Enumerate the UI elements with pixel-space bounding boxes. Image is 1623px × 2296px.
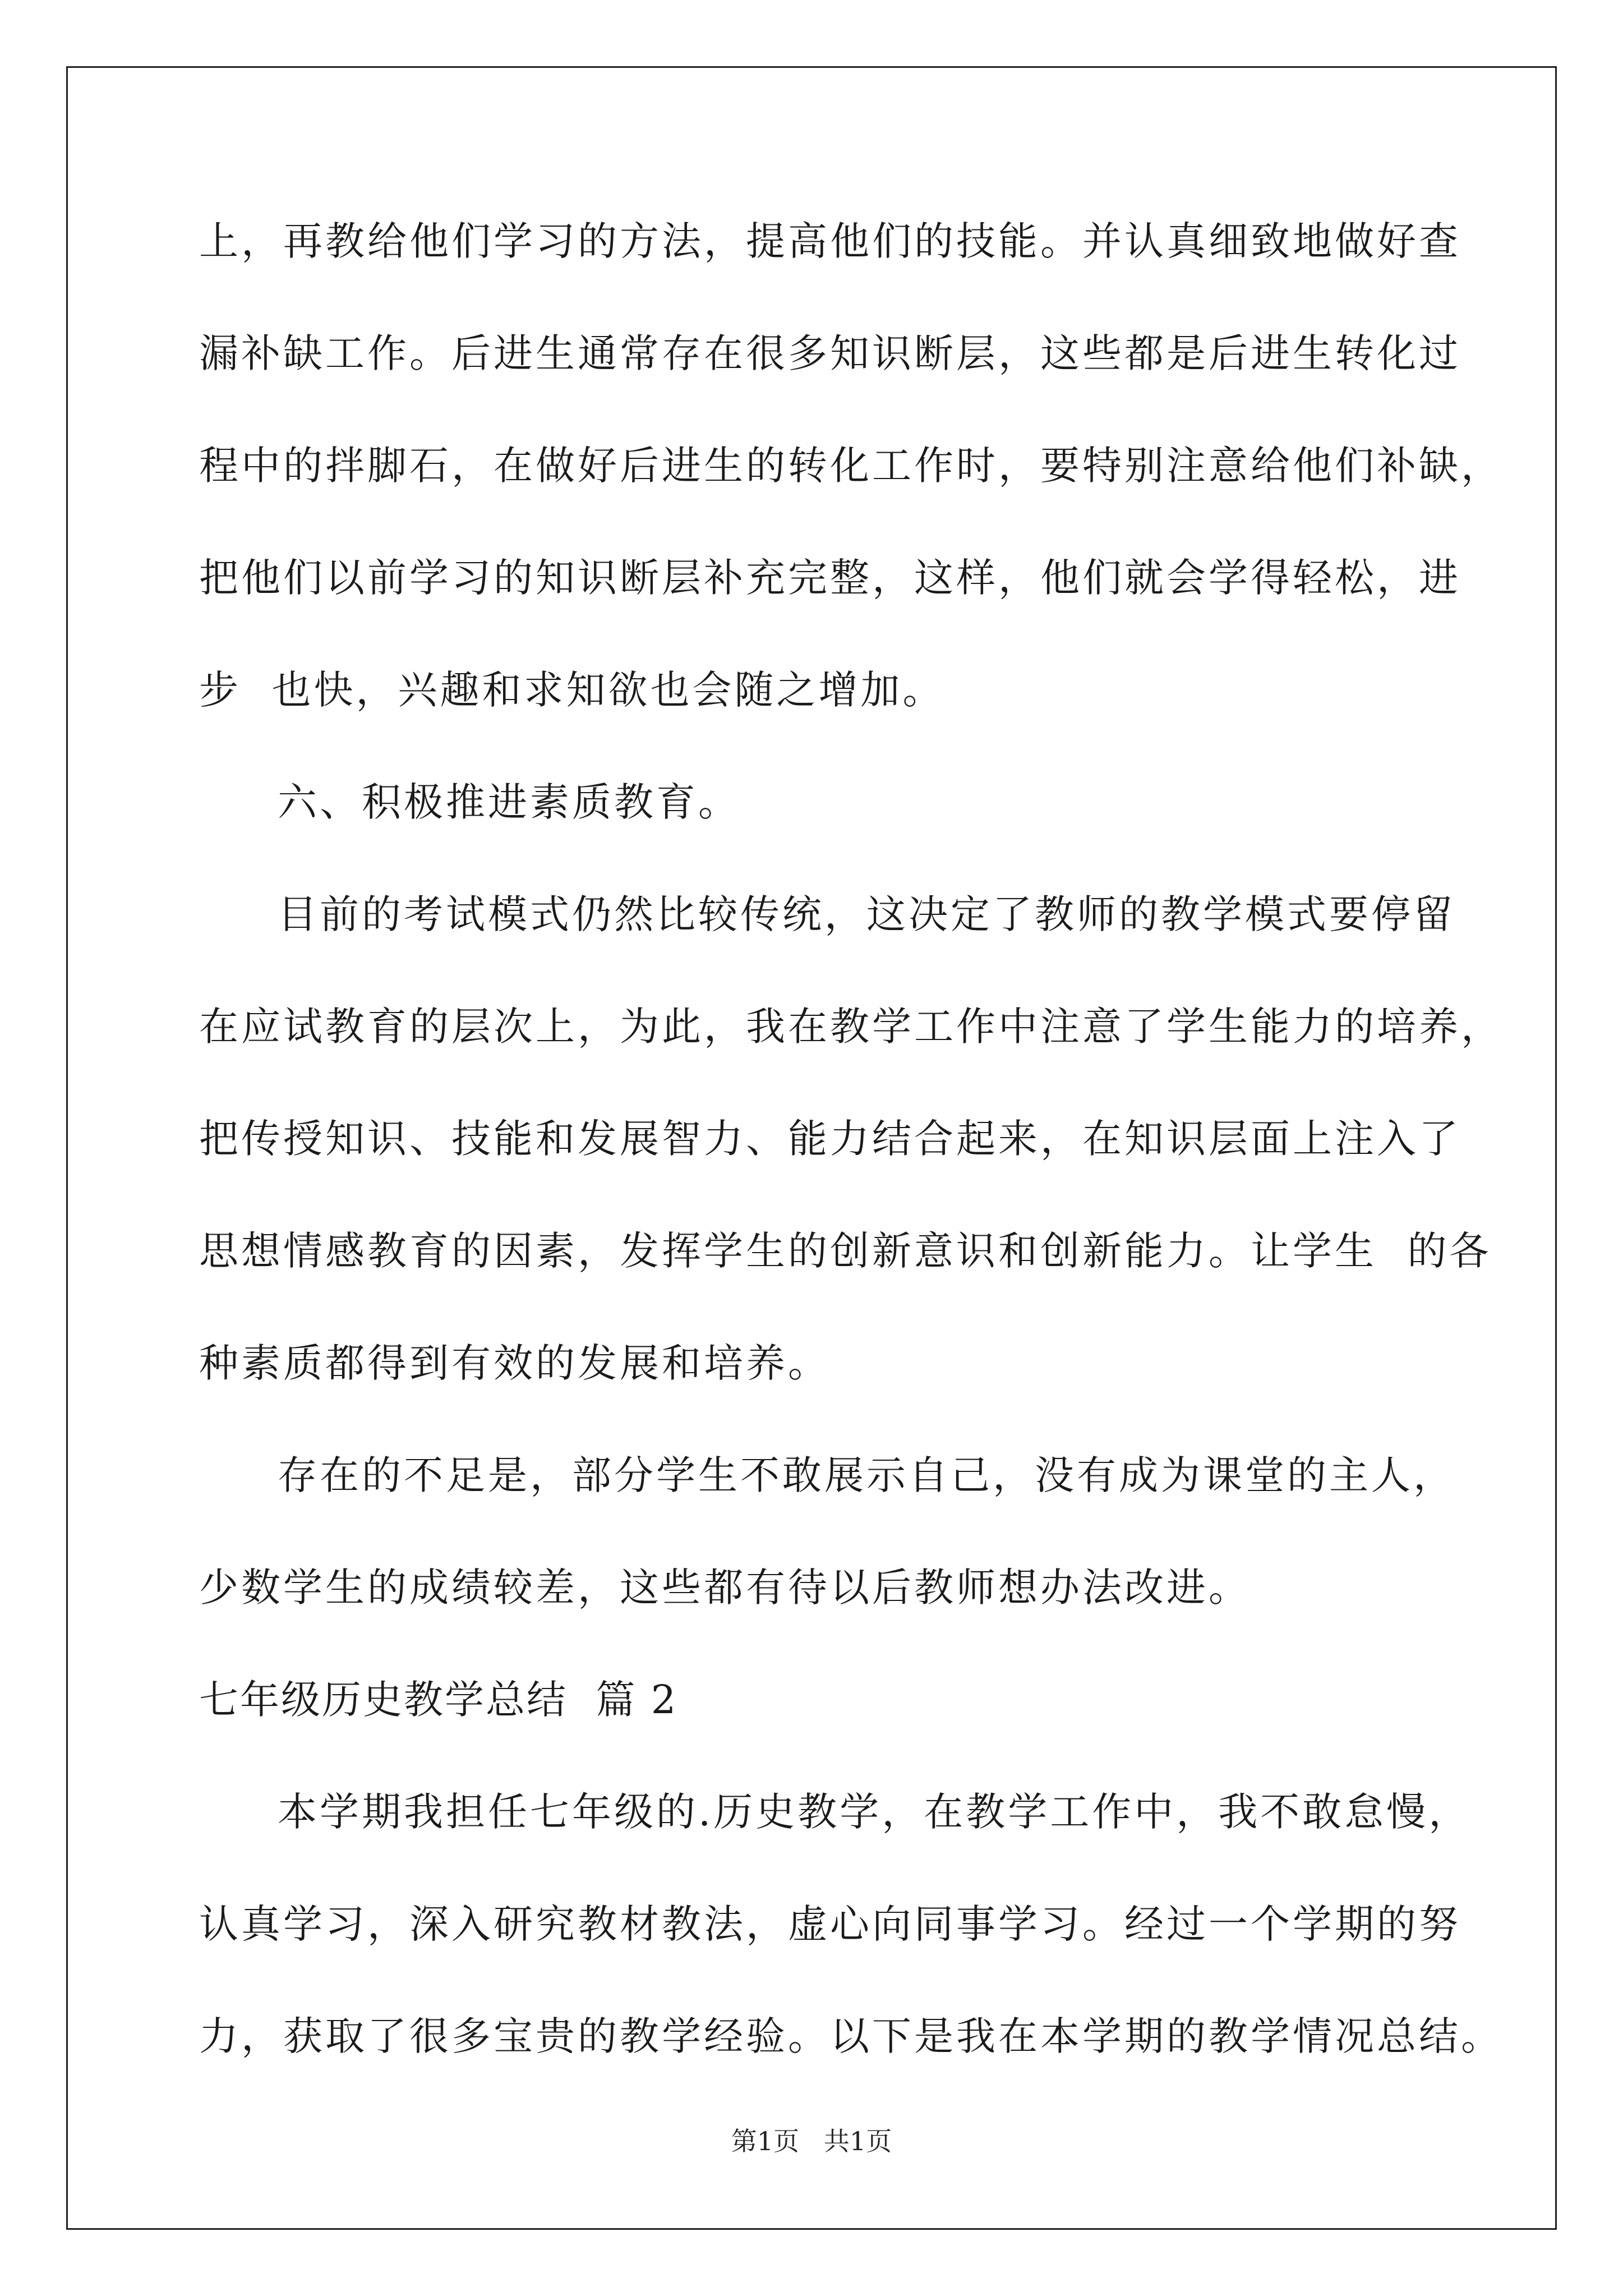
paragraph-line: 本学期我担任七年级的.历史教学，在教学工作中，我不敢怠慢，	[278, 1789, 1471, 1835]
paragraph-line: 步 也快，兴趣和求知欲也会随之增加。	[199, 667, 945, 713]
paragraph-line: 漏补缺工作。后进生通常存在很多知识断层，这些都是后进生转化过	[199, 330, 1461, 376]
paragraph-line: 把传授知识、技能和发展智力、能力结合起来，在知识层面上注入了	[199, 1116, 1461, 1162]
paragraph-line: 程中的拌脚石，在做好后进生的转化工作时，要特别注意给他们补缺，	[199, 443, 1503, 489]
section-heading: 六、积极推进素质教育。	[278, 779, 740, 825]
page-number-footer: 第1页 共1页	[731, 2126, 892, 2156]
paragraph-line: 少数学生的成绩较差，这些都有待以后教师想办法改进。	[199, 1565, 1251, 1611]
paragraph-line: 目前的考试模式仍然比较传统，这决定了教师的教学模式要停留	[278, 891, 1455, 937]
paragraph-line: 种素质都得到有效的发展和培养。	[199, 1340, 830, 1386]
paragraph-line: 把他们以前学习的知识断层补充完整，这样，他们就会学得轻松，进	[199, 555, 1461, 601]
article-title: 七年级历史教学总结 篇 2	[199, 1677, 678, 1723]
paragraph-line: 在应试教育的层次上，为此，我在教学工作中注意了学生能力的培养，	[199, 1004, 1503, 1050]
paragraph-line: 力，获取了很多宝贵的教学经验。以下是我在本学期的教学情况总结。	[199, 2013, 1503, 2059]
paragraph-line: 存在的不足是，部分学生不敢展示自己，没有成为课堂的主人，	[278, 1452, 1455, 1498]
paragraph-line: 上，再教给他们学习的方法，提高他们的技能。并认真细致地做好查	[199, 218, 1461, 264]
paragraph-line: 认真学习，深入研究教材教法，虚心向同事学习。经过一个学期的努	[199, 1901, 1461, 1947]
paragraph-line: 思想情感教育的因素，发挥学生的创新意识和创新能力。让学生 的各	[199, 1228, 1492, 1274]
